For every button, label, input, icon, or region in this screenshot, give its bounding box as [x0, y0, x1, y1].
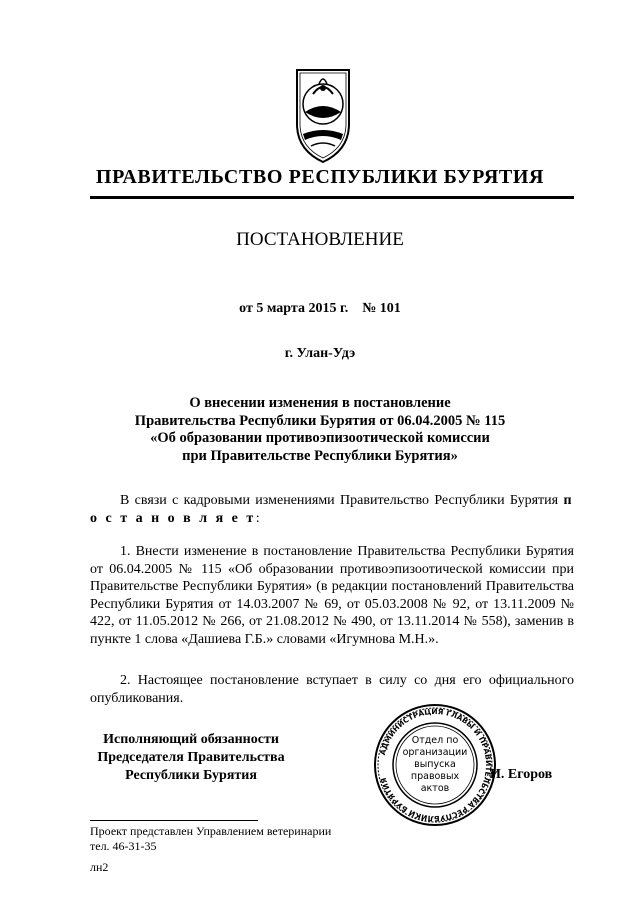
footer-line: Проект представлен Управлением ветеринарии: [90, 824, 332, 838]
footer-phone: тел. 46-31-35: [90, 839, 157, 853]
heading-line: при Правительстве Республики Бурятия»: [182, 447, 458, 464]
footer-note: [90, 824, 331, 854]
org-title: ПРАВИТЕЛЬСТВО РЕСПУБЛИКИ БУРЯТИЯ: [95, 166, 545, 188]
document-city: г. Улан-Удэ: [284, 346, 356, 361]
item-1-paragraph: [90, 543, 574, 649]
stamp-center-line: организации: [402, 747, 468, 758]
signer-name: И. Егоров: [490, 767, 553, 782]
intro-text: В связи с кадровыми изменениями Правительство Республики Бурятия: [120, 493, 559, 508]
footer-divider: [90, 820, 258, 821]
item-1-text: 1. Внести изменение в постановление Правительства Республики Бурятия от 06.04.2005 № 115 «Об образовании противоэпизоотической комиссии при Правительстве Республики Бурятия» (в редакции постановлений Правительства Республики Бурятия от 14.03.2007 № 69, от 05.03.2008 № 92, от 13.11.2009 № 422, от 11.05.2012 № 266, от 21.08.2012 № 490, от 13.11.2014 № 558), заменив в пункте 1 слова «Дашиева Г.Б.» словами «Игумнова М.Н.».: [90, 544, 574, 647]
document-number: № 101: [362, 301, 401, 316]
stamp-center-line: выпуска: [414, 759, 456, 770]
signer-position: [76, 731, 306, 785]
title-divider: [90, 196, 574, 199]
intro-keyword: п о с т а н о в л я е т: [90, 493, 575, 526]
signer-position-line: Исполняющий обязанности: [103, 732, 279, 747]
intro-end: :: [255, 510, 260, 526]
stamp-ring-text: АДМИНИСТРАЦИЯ ГЛАВЫ И ПРАВИТЕЛЬСТВА РЕСПУБЛИКИ БУРЯТИЯ: [378, 706, 494, 824]
document-type: ПОСТАНОВЛЕНИЕ: [236, 229, 404, 250]
signer-position-line: Председателя Правительства: [97, 750, 285, 765]
date-number-line: [0, 301, 640, 317]
heading-line: Правительства Республики Бурятия от 06.04.2005 № 115: [134, 412, 506, 429]
footer-code: лн2: [90, 860, 109, 874]
document-date: от 5 марта 2015 г.: [239, 301, 349, 316]
signer-position-line: Республики Бурятия: [125, 768, 257, 783]
intro-paragraph: [90, 492, 574, 527]
stamp-center-line: актов: [420, 783, 450, 794]
document-heading: [0, 395, 640, 465]
heading-line: «Об образовании противоэпизоотической комиссии: [150, 430, 490, 446]
item-2-paragraph: [90, 672, 574, 707]
stamp-center-line: правовых: [410, 771, 460, 782]
official-stamp: [372, 702, 498, 828]
heading-line: О внесении изменения в постановление: [189, 395, 451, 411]
coat-of-arms-icon: [291, 66, 355, 166]
item-2-text: 2. Настоящее постановление вступает в силу со дня его официального опубликования.: [90, 673, 574, 706]
stamp-center-line: Отдел по: [411, 735, 459, 746]
